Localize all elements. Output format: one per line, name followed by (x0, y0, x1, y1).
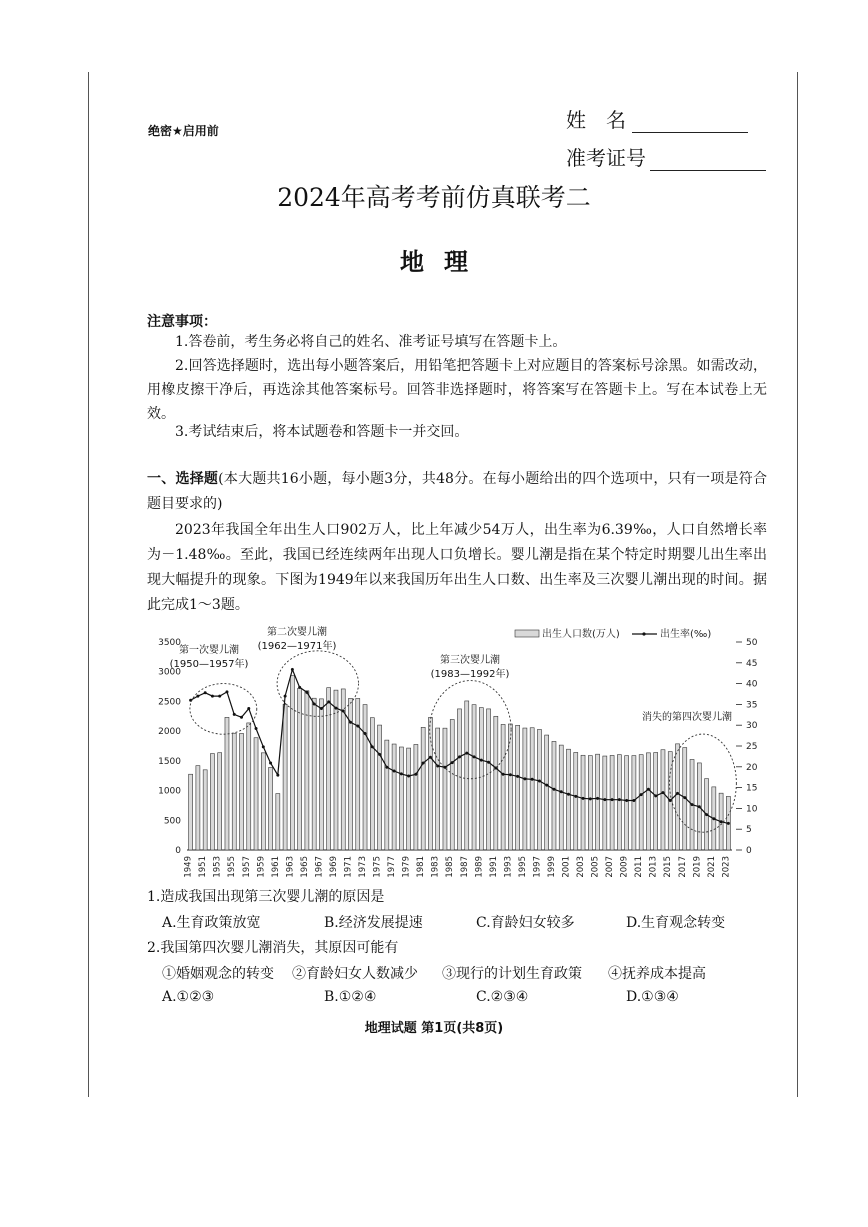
q2-item-3: ③现行的计划生育政策 (442, 966, 582, 982)
rate-point-1976 (385, 766, 388, 769)
rate-point-1980 (414, 773, 417, 776)
name-field (566, 104, 748, 133)
bar-1976 (385, 740, 389, 850)
rate-point-2018 (691, 803, 694, 806)
exam-title: 2024年高考考前仿真联考二 (277, 183, 591, 212)
bar-1972 (356, 698, 360, 850)
q1-option-a: A.生育政策放宽 (162, 915, 261, 931)
bar-1993 (508, 724, 512, 850)
note-item-2: 2.回答选择题时，选出每小题答案后，用铅笔把答题卡上对应题目的答案标号涂黑。如需改动，用橡皮擦干净后，再选涂其他答案标号。回答非选择题时，将答案写在答题卡上。写在本试卷上无效。 (147, 358, 767, 422)
legend-line-label: 出生率(‰) (660, 629, 712, 640)
x-tick-label: 1965 (299, 856, 310, 878)
x-tick-label: 1983 (430, 856, 441, 878)
subject-title: 地理 (400, 247, 488, 276)
bar-1984 (443, 728, 447, 850)
bar-2016 (676, 744, 680, 850)
birth-chart (147, 622, 767, 884)
bar-1989 (479, 708, 483, 850)
section-heading-block (147, 467, 767, 517)
bar-1988 (472, 705, 476, 850)
rate-point-1966 (313, 702, 316, 705)
rate-point-1997 (538, 779, 541, 782)
question-2-stem: 2.我国第四次婴儿潮消失，其原因可能有 (147, 940, 399, 956)
question-1-stem: 1.造成我国出现第三次婴儿潮的原因是 (147, 889, 385, 905)
y-right-tick-label: 25 (746, 742, 758, 752)
baby-boom-ellipse-1 (190, 684, 257, 735)
rate-point-1987 (465, 752, 468, 755)
bar-1958 (254, 738, 258, 850)
rate-point-2010 (632, 799, 635, 802)
bar-1959 (261, 753, 265, 850)
bar-1954 (225, 717, 229, 850)
rate-point-1953 (218, 695, 221, 698)
x-tick-label: 2003 (576, 856, 587, 878)
x-tick-label: 1991 (488, 856, 499, 878)
q2-option-d: D.①③④ (626, 989, 679, 1005)
rate-point-2012 (647, 788, 650, 791)
rate-point-1963 (291, 668, 294, 671)
bar-1961 (276, 794, 280, 850)
bar-2000 (559, 745, 563, 850)
bar-2011 (639, 755, 643, 850)
bar-1965 (305, 691, 309, 850)
legend-line-marker (642, 632, 645, 635)
bar-2008 (617, 755, 621, 850)
rate-point-1952 (211, 695, 214, 698)
x-tick-label: 1951 (198, 856, 209, 878)
rate-point-1958 (255, 727, 258, 730)
x-tick-label: 1955 (227, 856, 238, 878)
rate-point-2011 (640, 793, 643, 796)
rate-point-1986 (458, 755, 461, 758)
birth-chart-svg (147, 622, 767, 884)
bar-1983 (436, 728, 440, 850)
bar-2010 (632, 756, 636, 850)
right-margin-line (797, 72, 798, 1097)
q2-option-b: B.①②④ (324, 989, 377, 1005)
page-footer: 地理试题 第1页(共8页) (364, 1021, 504, 1036)
baby-boom-title-1: 第一次婴儿潮 (179, 645, 239, 656)
rate-point-1974 (371, 745, 374, 748)
bar-1995 (523, 728, 527, 850)
bar-1955 (232, 733, 236, 850)
bar-1991 (494, 716, 498, 850)
name-blank (632, 112, 748, 133)
x-tick-label: 1949 (183, 856, 194, 878)
rate-point-1983 (436, 764, 439, 767)
exam-id-field (566, 142, 766, 171)
x-tick-label: 1961 (270, 856, 281, 878)
x-tick-label: 1979 (401, 856, 412, 878)
rate-point-1978 (400, 772, 403, 775)
bar-1998 (545, 735, 549, 850)
bar-1957 (247, 723, 251, 850)
rate-point-1985 (451, 761, 454, 764)
baby-boom-ellipse-3 (430, 681, 511, 779)
rate-point-1957 (247, 707, 250, 710)
rate-point-2003 (582, 797, 585, 800)
rate-point-2004 (589, 797, 592, 800)
bar-2009 (625, 756, 629, 850)
rate-point-1969 (334, 707, 337, 710)
x-tick-label: 2009 (619, 856, 630, 878)
bar-1978 (399, 747, 403, 850)
bar-1952 (210, 754, 214, 850)
rate-point-1998 (545, 784, 548, 787)
bar-1975 (378, 725, 382, 850)
bar-1987 (465, 701, 469, 850)
x-tick-label: 2019 (692, 856, 703, 878)
x-tick-label: 1967 (314, 856, 325, 878)
q2-option-c: C.②③④ (476, 989, 529, 1005)
bar-2004 (588, 756, 592, 850)
rate-point-1971 (349, 721, 352, 724)
bar-2007 (610, 755, 614, 850)
rate-point-1988 (473, 755, 476, 758)
passage: 2023年我国全年出生人口902万人，比上年减少54万人，出生率为6.39‰，人口自然增长率为－1.48‰。至此，我国已经连续两年出现人口负增长。婴儿潮是指在某个特定时期婴儿出生率出现大幅提升的现象。下图为1949年以来我国历年出生人口数、出生率及三次婴儿潮出现的时间。据此完成1～3题。 (147, 522, 767, 613)
rate-point-2007 (611, 798, 614, 801)
y-right-tick-label: 20 (746, 762, 758, 773)
rate-point-1956 (240, 716, 243, 719)
rate-point-1960 (269, 762, 272, 765)
baby-boom-title-4: 消失的第四次婴儿潮 (642, 712, 732, 723)
x-tick-label: 1971 (343, 856, 354, 878)
bar-1962 (283, 704, 287, 850)
bar-1981 (421, 727, 425, 850)
baby-boom-title-2: 第二次婴儿潮 (267, 627, 327, 638)
rate-point-1977 (393, 769, 396, 772)
rate-point-2013 (654, 794, 657, 797)
y-left-tick-label: 500 (163, 816, 181, 827)
rate-point-1979 (407, 774, 410, 777)
rate-point-1999 (552, 788, 555, 791)
baby-boom-period-3: (1983—1992年) (430, 669, 510, 680)
y-left-tick-label: 3000 (158, 667, 181, 678)
rate-point-2008 (618, 798, 621, 801)
bar-1960 (269, 767, 273, 850)
bar-1996 (530, 728, 534, 850)
rate-point-1954 (225, 690, 228, 693)
x-tick-label: 1953 (212, 856, 223, 878)
x-tick-label: 1995 (517, 856, 528, 878)
bar-1973 (363, 705, 367, 850)
x-tick-label: 2001 (561, 856, 572, 878)
rate-point-1968 (327, 700, 330, 703)
y-right-tick-label: 45 (746, 658, 758, 669)
bar-2003 (581, 755, 585, 850)
rate-point-2016 (676, 792, 679, 795)
notes-heading: 注意事项： (147, 314, 217, 330)
rate-point-1951 (204, 691, 207, 694)
q2-item-1: ①婚姻观念的转变 (162, 966, 274, 982)
x-tick-label: 1975 (372, 856, 383, 878)
y-left-tick-label: 2000 (158, 727, 181, 738)
bar-1985 (450, 719, 454, 850)
bar-1963 (290, 676, 294, 850)
x-tick-label: 1957 (241, 856, 252, 878)
rate-point-2002 (574, 795, 577, 798)
bar-1956 (240, 733, 244, 850)
x-tick-label: 2017 (677, 856, 688, 878)
rate-point-1967 (320, 707, 323, 710)
bar-1992 (501, 724, 505, 850)
bar-2002 (574, 752, 578, 850)
q2-option-a: A.①②③ (162, 989, 215, 1005)
bar-1967 (319, 699, 323, 850)
rate-point-1962 (284, 695, 287, 698)
q1-option-b: B.经济发展提速 (324, 915, 423, 931)
rate-point-1982 (429, 756, 432, 759)
legend-bar-swatch (515, 630, 539, 637)
x-tick-label: 2007 (605, 856, 616, 878)
rate-point-2019 (698, 805, 701, 808)
bar-1953 (218, 753, 222, 850)
bar-1977 (392, 744, 396, 850)
rate-point-1955 (233, 713, 236, 716)
note-item-1: 1.答卷前，考生务必将自己的姓名、准考证号填写在答题卡上。 (175, 334, 567, 350)
rate-point-2006 (603, 798, 606, 801)
y-right-tick-label: 5 (746, 825, 752, 836)
y-right-tick-label: 30 (746, 721, 758, 732)
x-tick-label: 1973 (358, 856, 369, 878)
section-instruction: (本大题共16小题，每小题3分，共48分。在每小题给出的四个选项中，只有一项是符合题目要求的) (147, 471, 768, 512)
rate-point-1964 (298, 686, 301, 689)
bar-2001 (567, 749, 571, 850)
bar-1990 (487, 709, 491, 850)
x-tick-label: 2015 (663, 856, 674, 878)
rate-point-1990 (487, 761, 490, 764)
bar-1997 (537, 729, 541, 850)
bar-2005 (596, 754, 600, 850)
rate-point-1989 (480, 759, 483, 762)
y-right-tick-label: 35 (746, 700, 758, 711)
exam-id-label: 准考证号 (566, 146, 646, 170)
x-tick-label: 1969 (328, 856, 339, 878)
rate-point-2022 (720, 820, 723, 823)
bar-2012 (646, 753, 650, 850)
rate-point-1994 (516, 775, 519, 778)
x-tick-label: 2005 (590, 856, 601, 878)
rate-point-1996 (531, 778, 534, 781)
rate-point-1950 (196, 695, 199, 698)
left-margin-line (88, 72, 89, 1097)
bar-1966 (312, 698, 316, 850)
rate-point-2005 (596, 797, 599, 800)
rate-point-2000 (560, 790, 563, 793)
rate-point-2020 (705, 813, 708, 816)
q1-option-d: D.生育观念转变 (626, 915, 726, 931)
x-tick-label: 1993 (503, 856, 514, 878)
bar-1968 (327, 688, 331, 850)
rate-point-2023 (727, 822, 730, 825)
y-left-tick-label: 1500 (158, 756, 181, 767)
rate-point-1972 (356, 725, 359, 728)
y-left-tick-label: 3500 (158, 638, 181, 648)
rate-point-2009 (625, 799, 628, 802)
section-heading: 一、选择题 (147, 471, 219, 487)
rate-point-1981 (422, 762, 425, 765)
bar-1974 (370, 718, 374, 850)
rate-point-2001 (567, 793, 570, 796)
bar-1980 (414, 744, 418, 850)
rate-point-1959 (262, 745, 265, 748)
legend-bar-label: 出生人口数(万人) (542, 629, 620, 640)
note-item-3: 3.考试结束后，将本试题卷和答题卡一并交回。 (175, 424, 469, 440)
x-tick-label: 1987 (459, 856, 470, 878)
baby-boom-period-1: (1950—1957年) (169, 659, 249, 670)
rate-point-2014 (661, 791, 664, 794)
y-left-tick-label: 2500 (158, 697, 181, 708)
bar-2006 (603, 756, 607, 850)
rate-point-2017 (683, 796, 686, 799)
bar-1994 (516, 725, 520, 850)
baby-boom-period-2: (1962—1971年) (257, 641, 337, 652)
bar-1999 (552, 741, 556, 850)
x-tick-label: 1989 (474, 856, 485, 878)
bar-2014 (661, 750, 665, 850)
rate-point-1961 (276, 774, 279, 777)
x-tick-label: 1977 (387, 856, 398, 878)
rate-point-1973 (364, 732, 367, 735)
rate-point-1995 (523, 777, 526, 780)
bar-1969 (334, 690, 338, 850)
exam-id-blank (650, 150, 766, 171)
bar-1949 (189, 774, 193, 850)
y-right-tick-label: 10 (746, 804, 758, 815)
x-tick-label: 2013 (648, 856, 659, 878)
name-label: 姓 名 (566, 108, 626, 132)
rate-point-2021 (712, 817, 715, 820)
bar-1950 (196, 766, 200, 850)
x-tick-label: 1963 (285, 856, 296, 878)
y-right-tick-label: 15 (746, 783, 758, 794)
x-tick-label: 1981 (416, 856, 427, 878)
x-tick-label: 1997 (532, 856, 543, 878)
q2-item-2: ②育龄妇女人数减少 (292, 966, 418, 982)
x-tick-label: 1999 (546, 856, 557, 878)
rate-point-1992 (502, 773, 505, 776)
y-right-tick-label: 50 (746, 638, 758, 648)
q1-option-c: C.育龄妇女较多 (476, 915, 575, 931)
x-tick-label: 2023 (721, 856, 732, 878)
rate-point-1993 (509, 773, 512, 776)
rate-point-1965 (305, 691, 308, 694)
x-tick-label: 1959 (256, 856, 267, 878)
baby-boom-title-3: 第三次婴儿潮 (440, 655, 500, 666)
confidential-label: 绝密★启用前 (148, 124, 219, 138)
bar-1986 (458, 709, 462, 850)
y-right-tick-label: 0 (746, 846, 752, 856)
q2-item-4: ④抚养成本提高 (608, 966, 706, 982)
bar-2013 (654, 753, 658, 850)
y-left-tick-label: 0 (175, 846, 181, 856)
y-right-tick-label: 40 (746, 679, 758, 690)
x-tick-label: 2021 (706, 856, 717, 878)
x-tick-label: 1985 (445, 856, 456, 878)
bar-1951 (203, 770, 207, 850)
rate-point-1975 (378, 753, 381, 756)
x-tick-label: 2011 (634, 856, 645, 878)
y-left-tick-label: 1000 (158, 786, 181, 797)
bar-1979 (407, 748, 411, 850)
